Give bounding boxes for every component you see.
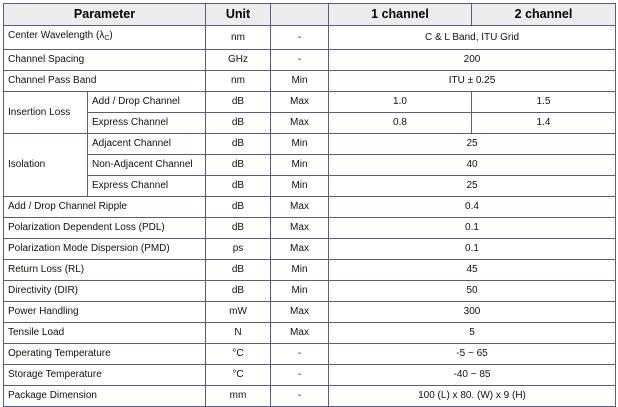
value-tensile-load: 5 xyxy=(329,323,616,344)
header-condition xyxy=(271,4,329,26)
unit-iso-non-adjacent: dB xyxy=(206,155,271,176)
unit-channel-spacing: GHz xyxy=(206,50,271,71)
value-power-handling: 300 xyxy=(329,302,616,323)
cond-iso-express: Min xyxy=(271,176,329,197)
label-channel-spacing: Channel Spacing xyxy=(4,50,206,71)
value-channel-pass-band: ITU ± 0.25 xyxy=(329,71,616,92)
row-directivity xyxy=(4,281,616,302)
value-center-wavelength: C & L Band, ITU Grid xyxy=(329,26,616,50)
cond-iso-adjacent: Min xyxy=(271,134,329,155)
cond-iso-non-adjacent: Min xyxy=(271,155,329,176)
cond-il-add-drop: Max xyxy=(271,92,329,113)
value-channel-spacing: 200 xyxy=(329,50,616,71)
value-il-add-drop-2ch: 1.5 xyxy=(472,92,616,113)
label-return-loss: Return Loss (RL) xyxy=(4,260,206,281)
cond-pdl: Max xyxy=(271,218,329,239)
value-iso-express: 25 xyxy=(329,176,616,197)
unit-operating-temperature: °C xyxy=(206,344,271,365)
unit-iso-express: dB xyxy=(206,176,271,197)
unit-directivity: dB xyxy=(206,281,271,302)
unit-pdl: dB xyxy=(206,218,271,239)
unit-add-drop-ripple: dB xyxy=(206,197,271,218)
sublabel-iso-express: Express Channel xyxy=(88,176,206,197)
row-package-dimension xyxy=(4,386,616,407)
cond-pmd: Max xyxy=(271,239,329,260)
unit-storage-temperature: °C xyxy=(206,365,271,386)
header-2-channel: 2 channel xyxy=(472,4,616,26)
value-return-loss: 45 xyxy=(329,260,616,281)
value-iso-non-adjacent: 40 xyxy=(329,155,616,176)
sublabel-iso-non-adjacent: Non-Adjacent Channel xyxy=(88,155,206,176)
row-channel-spacing xyxy=(4,50,616,71)
unit-iso-adjacent: dB xyxy=(206,134,271,155)
row-insertion-loss-add-drop xyxy=(4,92,616,113)
row-center-wavelength xyxy=(4,26,616,50)
value-il-add-drop-1ch: 1.0 xyxy=(329,92,472,113)
row-channel-pass-band xyxy=(4,71,616,92)
value-storage-temperature: -40 ~ 85 xyxy=(329,365,616,386)
header-row xyxy=(4,4,616,26)
label-power-handling: Power Handling xyxy=(4,302,206,323)
value-package-dimension: 100 (L) x 80. (W) x 9 (H) xyxy=(329,386,616,407)
row-pmd xyxy=(4,239,616,260)
value-iso-adjacent: 25 xyxy=(329,134,616,155)
header-parameter: Parameter xyxy=(4,4,206,26)
label-package-dimension: Package Dimension xyxy=(4,386,206,407)
label-center-wavelength-subscript: C xyxy=(104,35,110,42)
cond-tensile-load: Max xyxy=(271,323,329,344)
value-directivity: 50 xyxy=(329,281,616,302)
unit-return-loss: dB xyxy=(206,260,271,281)
row-isolation-non-adjacent xyxy=(4,155,616,176)
header-unit: Unit xyxy=(206,4,271,26)
cond-center-wavelength: - xyxy=(271,26,329,50)
row-return-loss xyxy=(4,260,616,281)
label-insertion-loss: Insertion Loss xyxy=(4,92,88,134)
row-storage-temperature xyxy=(4,365,616,386)
header-1-channel: 1 channel xyxy=(329,4,472,26)
label-pdl: Polarization Dependent Loss (PDL) xyxy=(4,218,206,239)
cond-il-express: Max xyxy=(271,113,329,134)
label-tensile-load: Tensile Load xyxy=(4,323,206,344)
unit-pmd: ps xyxy=(206,239,271,260)
row-power-handling xyxy=(4,302,616,323)
cond-channel-pass-band: Min xyxy=(271,71,329,92)
label-operating-temperature: Operating Temperature xyxy=(4,344,206,365)
label-isolation: Isolation xyxy=(4,134,88,197)
value-add-drop-ripple: 0.4 xyxy=(329,197,616,218)
sublabel-il-express: Express Channel xyxy=(88,113,206,134)
cond-directivity: Min xyxy=(271,281,329,302)
label-center-wavelength-text: Center Wavelength (λ xyxy=(8,30,105,41)
value-il-express-2ch: 1.4 xyxy=(472,113,616,134)
row-isolation-adjacent xyxy=(4,134,616,155)
unit-channel-pass-band: nm xyxy=(206,71,271,92)
value-pmd: 0.1 xyxy=(329,239,616,260)
label-channel-pass-band: Channel Pass Band xyxy=(4,71,206,92)
sublabel-iso-adjacent: Adjacent Channel xyxy=(88,134,206,155)
cond-operating-temperature: - xyxy=(271,344,329,365)
unit-tensile-load: N xyxy=(206,323,271,344)
unit-package-dimension: mm xyxy=(206,386,271,407)
sublabel-il-add-drop: Add / Drop Channel xyxy=(88,92,206,113)
label-directivity: Directivity (DIR) xyxy=(4,281,206,302)
cond-storage-temperature: - xyxy=(271,365,329,386)
cond-add-drop-ripple: Max xyxy=(271,197,329,218)
label-center-wavelength xyxy=(4,26,206,50)
label-storage-temperature: Storage Temperature xyxy=(4,365,206,386)
spec-table xyxy=(3,3,616,407)
unit-il-add-drop: dB xyxy=(206,92,271,113)
cond-package-dimension: - xyxy=(271,386,329,407)
row-insertion-loss-express xyxy=(4,113,616,134)
row-isolation-express xyxy=(4,176,616,197)
value-pdl: 0.1 xyxy=(329,218,616,239)
label-center-wavelength-close: ) xyxy=(109,30,113,41)
unit-power-handling: mW xyxy=(206,302,271,323)
label-pmd: Polarization Mode Dispersion (PMD) xyxy=(4,239,206,260)
row-operating-temperature xyxy=(4,344,616,365)
row-tensile-load xyxy=(4,323,616,344)
value-operating-temperature: -5 ~ 65 xyxy=(329,344,616,365)
unit-center-wavelength: nm xyxy=(206,26,271,50)
unit-il-express: dB xyxy=(206,113,271,134)
row-add-drop-ripple xyxy=(4,197,616,218)
cond-power-handling: Max xyxy=(271,302,329,323)
cond-channel-spacing: - xyxy=(271,50,329,71)
cond-return-loss: Min xyxy=(271,260,329,281)
label-add-drop-ripple: Add / Drop Channel Ripple xyxy=(4,197,206,218)
value-il-express-1ch: 0.8 xyxy=(329,113,472,134)
row-pdl xyxy=(4,218,616,239)
